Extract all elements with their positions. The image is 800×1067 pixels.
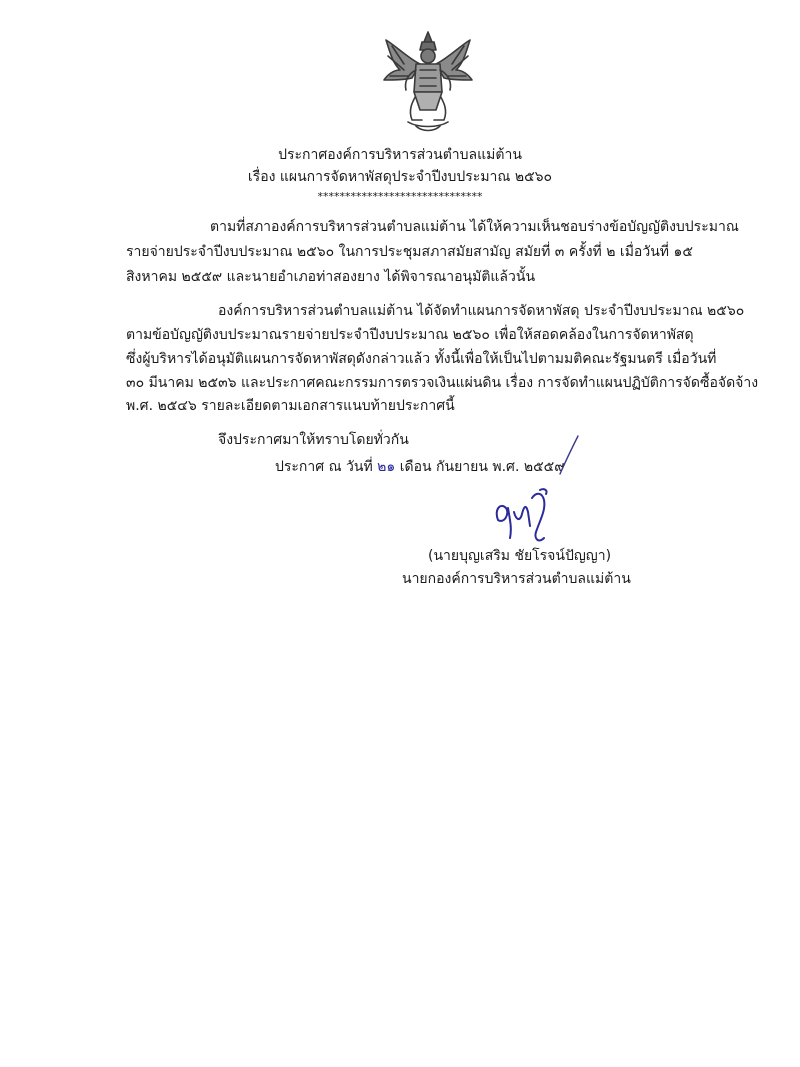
garuda-emblem-icon	[378, 30, 478, 134]
paragraph2-line: ๓๐ มีนาคม ๒๕๓๖ และประกาศคณะกรรมการตรวจเงินแผ่นดิน เรื่อง การจัดทำแผนปฏิบัติการจัดซื้อจัดจ้าง	[126, 375, 759, 391]
date-suffix: เดือน กันยายน พ.ศ. ๒๕๕๙	[399, 459, 565, 475]
date-prefix: ประกาศ ณ วันที่	[275, 459, 373, 475]
handwritten-signature-icon	[486, 486, 558, 548]
announcement-title: ประกาศองค์การบริหารส่วนตำบลแม่ต้าน	[278, 147, 522, 163]
announcement-date	[275, 456, 565, 478]
paragraph1-line: สิงหาคม ๒๕๕๙ และนายอำเภอท่าสองยาง ได้พิจารณาอนุมัติแล้วนั้น	[126, 269, 536, 285]
signatory-position: นายกองค์การบริหารส่วนตำบลแม่ต้าน	[402, 571, 631, 587]
closing-statement: จึงประกาศมาให้ทราบโดยทั่วกัน	[218, 432, 409, 448]
paragraph1-line: รายจ่ายประจำปีงบประมาณ ๒๕๖๐ ในการประชุมสภาสมัยสามัญ สมัยที่ ๓ ครั้งที่ ๒ เมื่อวันที่ ๑๕	[126, 244, 693, 260]
paragraph2-line: องค์การบริหารส่วนตำบลแม่ต้าน ได้จัดทำแผนการจัดหาพัสดุ ประจำปีงบประมาณ ๒๕๖๐	[218, 303, 745, 319]
date-day-handwritten: ๒๑	[377, 459, 396, 475]
paragraph1-line: ตามที่สภาองค์การบริหารส่วนตำบลแม่ต้าน ได้ให้ความเห็นชอบร่างข้อบัญญัติงบประมาณ	[210, 219, 739, 235]
paragraph2-line: ซึ่งผู้บริหารได้อนุมัติแผนการจัดหาพัสดุดังกล่าวแล้ว ทั้งนี้เพื่อให้เป็นไปตามมติคณะรัฐมนตรี เมื่อวันที่	[126, 351, 717, 367]
announcement-subject: เรื่อง แผนการจัดหาพัสดุประจำปีงบประมาณ ๒๕๖๐	[247, 169, 553, 185]
signatory-name: (นายบุญเสริม ชัยโรจน์ปัญญา)	[428, 548, 612, 564]
pen-mark-icon	[552, 434, 582, 478]
paragraph2-line: ตามข้อบัญญัติงบประมาณรายจ่ายประจำปีงบประมาณ ๒๕๖๐ เพื่อให้สอดคล้องในการจัดหาพัสดุ	[126, 327, 694, 343]
paragraph2-line: พ.ศ. ๒๕๔๖ รายละเอียดตามเอกสารแนบท้ายประกาศนี้	[126, 398, 455, 414]
header-divider: ******************************	[317, 190, 483, 203]
